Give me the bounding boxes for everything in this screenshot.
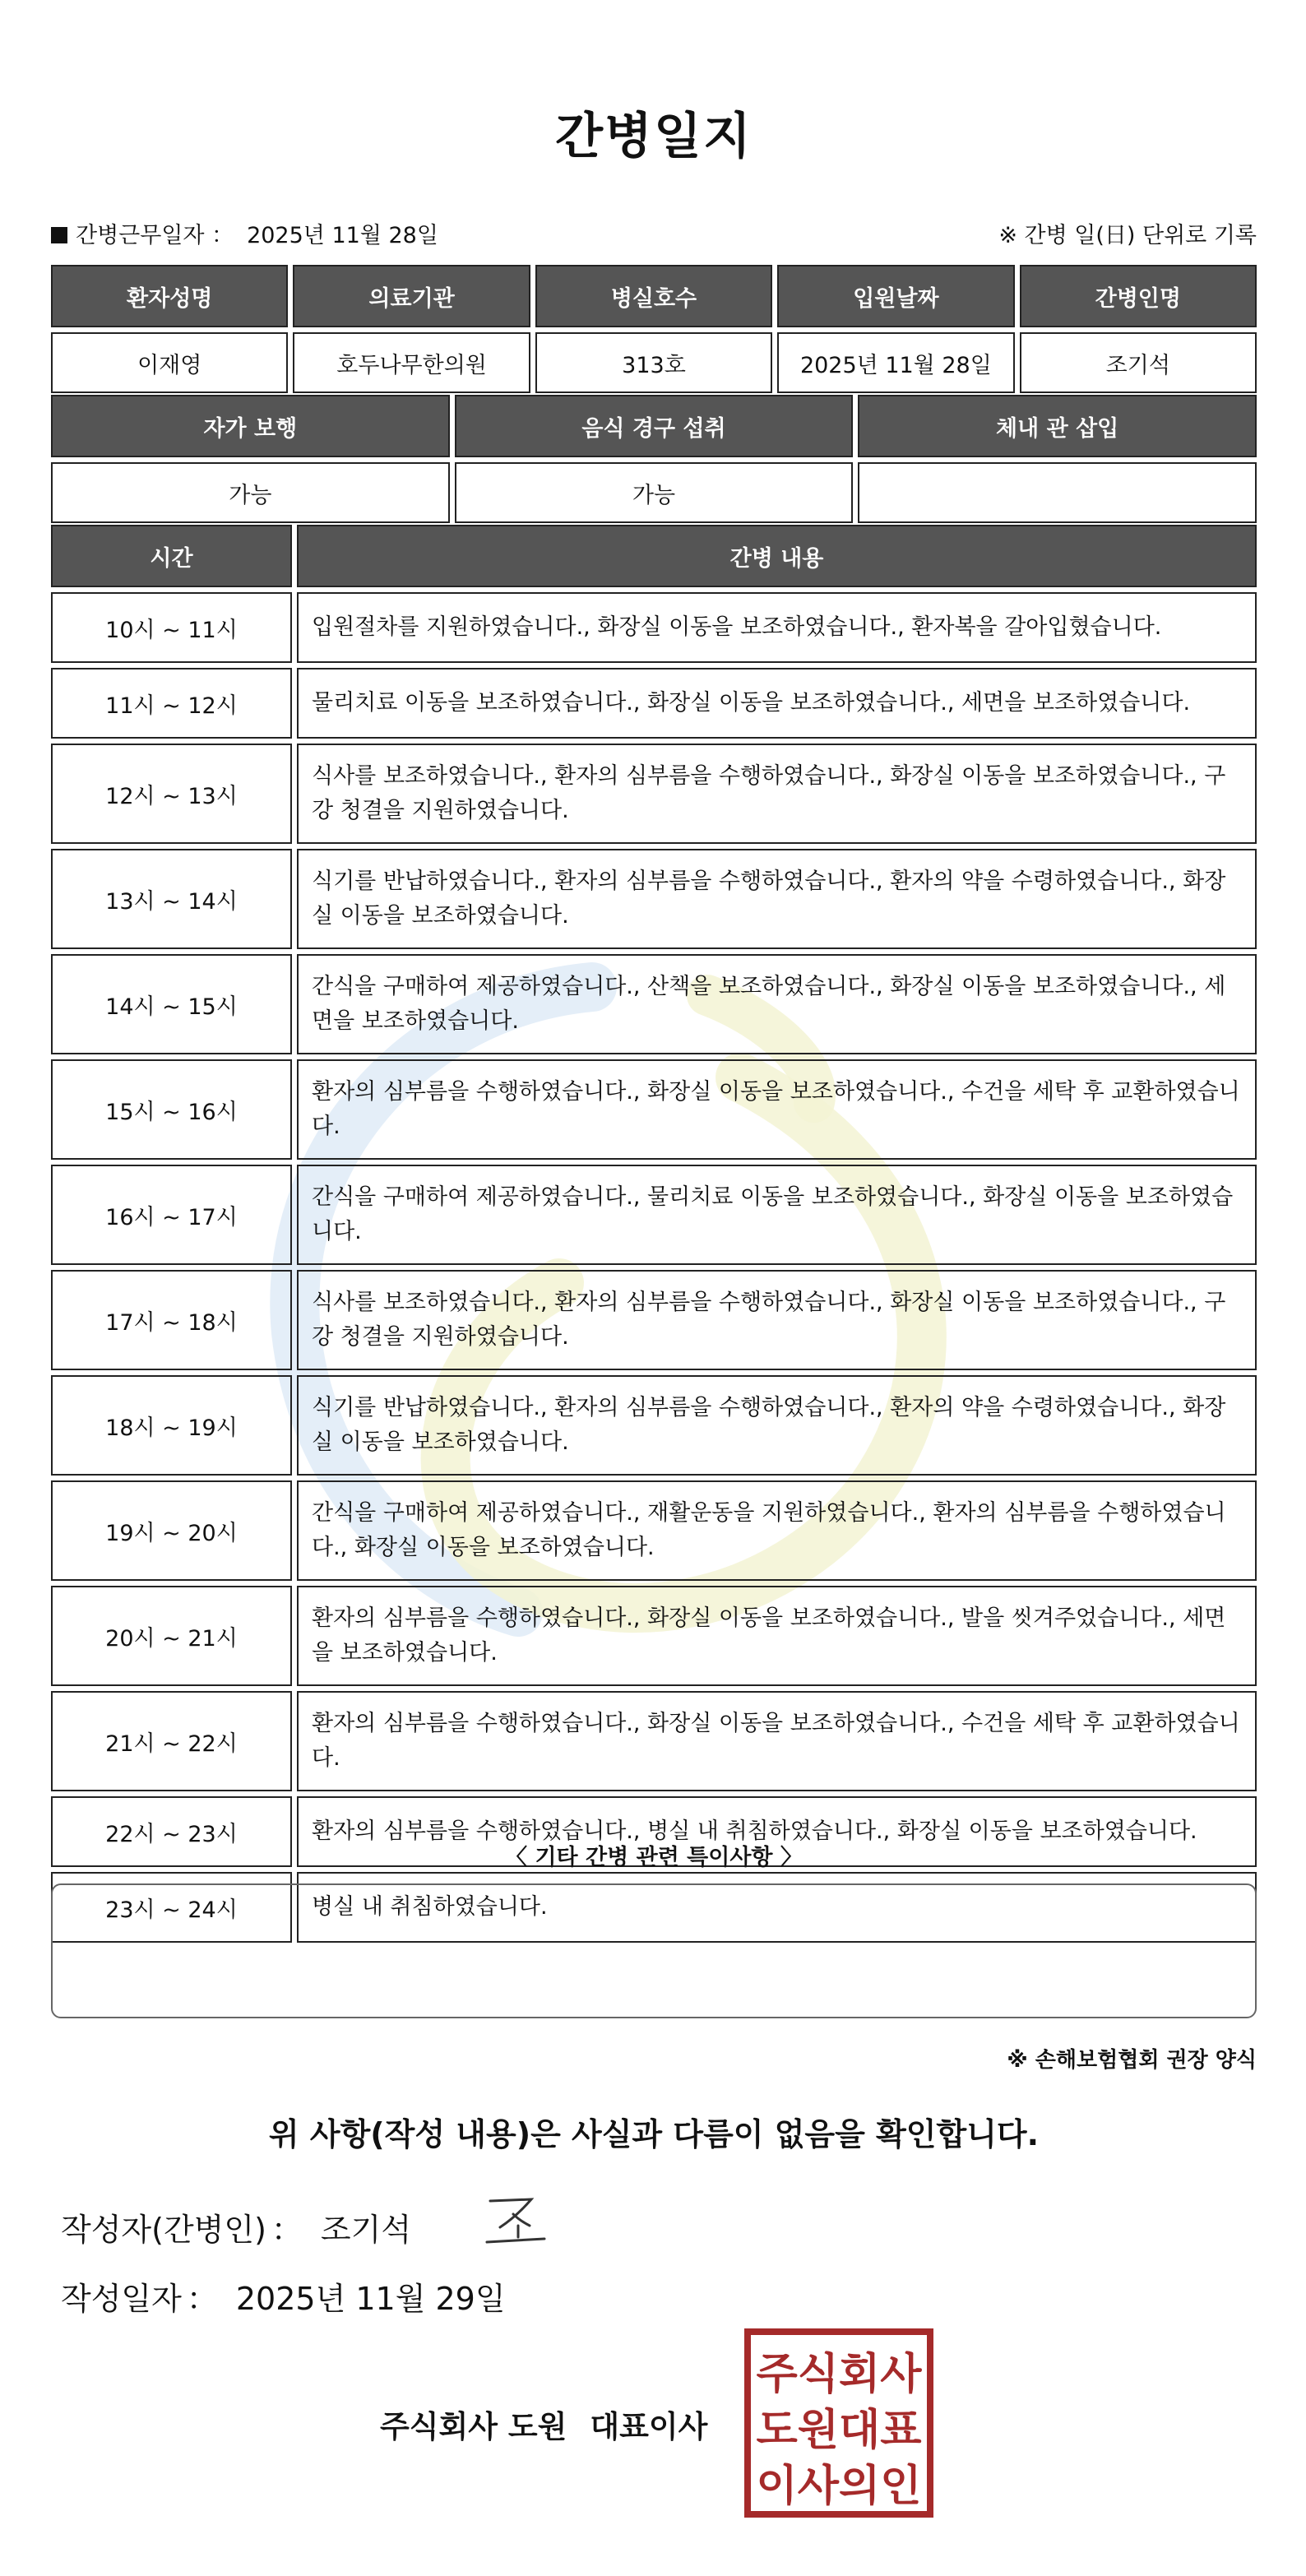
- written-date-value: 2025년 11월 29일: [235, 2281, 506, 2317]
- special-notes-label: 〈 기타 간병 관련 특이사항 〉: [505, 1845, 803, 1870]
- row-content: 병실 내 취침하였습니다.: [297, 1872, 1257, 1943]
- row-content: 물리치료 이동을 보조하였습니다., 화장실 이동을 보조하였습니다., 세면을 보조하였습니다.: [297, 668, 1257, 739]
- row-content: 식사를 보조하였습니다., 환자의 심부름을 수행하였습니다., 화장실 이동을 보조하였습니다., 구강 청결을 지원하였습니다.: [297, 1270, 1257, 1370]
- black-square-icon: [51, 227, 67, 243]
- writer-separator: ：: [271, 2212, 303, 2248]
- tube-insertion-value: [858, 462, 1257, 523]
- self-walking-value: 가능: [51, 462, 450, 523]
- care-log-table: [46, 520, 1262, 1948]
- patient-info-header-row: [51, 265, 1257, 327]
- table-row: [51, 1270, 1257, 1370]
- row-time: 21시 ~ 22시: [51, 1691, 292, 1791]
- row-content: 식기를 반납하였습니다., 환자의 심부름을 수행하였습니다., 환자의 약을 수령하였습니다., 화장실 이동을 보조하였습니다.: [297, 849, 1257, 949]
- table-row: [51, 1165, 1257, 1265]
- row-time: 15시 ~ 16시: [51, 1059, 292, 1160]
- table-row: [51, 1375, 1257, 1476]
- row-content: 간식을 구매하여 제공하였습니다., 재활운동을 지원하였습니다., 환자의 심부름을 수행하였습니다., 화장실 이동을 보조하였습니다.: [297, 1480, 1257, 1581]
- row-time: 10시 ~ 11시: [51, 592, 292, 663]
- row-time: 14시 ~ 15시: [51, 954, 292, 1054]
- written-date-separator: ：: [186, 2281, 218, 2317]
- row-time: 18시 ~ 19시: [51, 1375, 292, 1476]
- admission-date: 2025년 11월 28일: [777, 332, 1014, 393]
- company-name: 주식회사 도원: [380, 2409, 567, 2444]
- care-date-row: [51, 217, 1257, 250]
- handwritten-signature: [472, 2189, 563, 2255]
- header-caregiver-name: 간병인명: [1020, 265, 1257, 327]
- room-number: 313호: [535, 332, 772, 393]
- row-time: 12시 ~ 13시: [51, 744, 292, 844]
- table-row: [51, 1691, 1257, 1791]
- row-content: 식사를 보조하였습니다., 환자의 심부름을 수행하였습니다., 화장실 이동을 보조하였습니다., 구강 청결을 지원하였습니다.: [297, 744, 1257, 844]
- table-row: [51, 744, 1257, 844]
- row-time: 16시 ~ 17시: [51, 1165, 292, 1265]
- row-time: 20시 ~ 21시: [51, 1586, 292, 1686]
- row-time: 22시 ~ 23시: [51, 1796, 292, 1867]
- svg-text:주식회사: 주식회사: [756, 2350, 922, 2399]
- header-hospital: 의료기관: [293, 265, 530, 327]
- patient-status-header-row: [51, 395, 1257, 457]
- table-row: [51, 592, 1257, 663]
- patient-name: 이재영: [51, 332, 288, 393]
- company-role: 대표이사: [590, 2409, 708, 2444]
- header-self-walking: 자가 보행: [51, 395, 450, 457]
- care-date: [51, 217, 438, 249]
- writer-line: [61, 2204, 411, 2249]
- row-content: 환자의 심부름을 수행하였습니다., 화장실 이동을 보조하였습니다., 수건을 세탁 후 교환하였습니다.: [297, 1059, 1257, 1160]
- row-time: 23시 ~ 24시: [51, 1872, 292, 1943]
- care-date-label: 간병근무일자 ：: [76, 223, 234, 248]
- header-admission-date: 입원날짜: [777, 265, 1014, 327]
- table-row: [51, 849, 1257, 949]
- row-content: 간식을 구매하여 제공하였습니다., 물리치료 이동을 보조하였습니다., 화장실 이동을 보조하였습니다.: [297, 1165, 1257, 1265]
- writer-name: 조기석: [320, 2212, 412, 2248]
- header-care-content: 간병 내용: [297, 525, 1257, 587]
- svg-text:이사의인: 이사의인: [756, 2462, 922, 2511]
- patient-status-table: [46, 390, 1262, 528]
- row-time: 11시 ~ 12시: [51, 668, 292, 739]
- header-patient-name: 환자성명: [51, 265, 288, 327]
- care-date-value: 2025년 11월 28일: [247, 223, 438, 248]
- row-content: 환자의 심부름을 수행하였습니다., 병실 내 취침하였습니다., 화장실 이동을 보조하였습니다.: [297, 1796, 1257, 1867]
- row-time: 19시 ~ 20시: [51, 1480, 292, 1581]
- row-content: 식기를 반납하였습니다., 환자의 심부름을 수행하였습니다., 환자의 약을 수령하였습니다., 화장실 이동을 보조하였습니다.: [297, 1375, 1257, 1476]
- caregiver-name: 조기석: [1020, 332, 1257, 393]
- written-date-label: 작성일자: [61, 2281, 182, 2317]
- table-row: [51, 1480, 1257, 1581]
- row-content: 환자의 심부름을 수행하였습니다., 화장실 이동을 보조하였습니다., 발을 씻겨주었습니다., 세면을 보조하였습니다.: [297, 1586, 1257, 1686]
- patient-info-table: [46, 260, 1262, 398]
- patient-status-value-row: [51, 462, 1257, 523]
- header-oral-intake: 음식 경구 섭취: [455, 395, 854, 457]
- header-tube-insertion: 체내 관 삽입: [858, 395, 1257, 457]
- table-row: [51, 1586, 1257, 1686]
- header-time: 시간: [51, 525, 292, 587]
- row-time: 17시 ~ 18시: [51, 1270, 292, 1370]
- page-title: 간병일지: [555, 108, 753, 165]
- svg-text:도원대표: 도원대표: [756, 2406, 922, 2455]
- hospital-name: 호두나무한의원: [293, 332, 530, 393]
- table-row: [51, 668, 1257, 739]
- written-date-line: [61, 2273, 506, 2319]
- row-content: 환자의 심부름을 수행하였습니다., 화장실 이동을 보조하였습니다., 수건을 세탁 후 교환하였습니다.: [297, 1691, 1257, 1791]
- row-time: 13시 ~ 14시: [51, 849, 292, 949]
- form-origin-note: ※ 손해보험협회 권장 양식: [1007, 2048, 1257, 2073]
- confirmation-statement: 위 사항(작성 내용)은 사실과 다름이 없음을 확인합니다.: [268, 2116, 1040, 2152]
- company-seal-stamp: [743, 2328, 934, 2518]
- patient-info-value-row: [51, 332, 1257, 393]
- oral-intake-value: 가능: [455, 462, 854, 523]
- header-room-number: 병실호수: [535, 265, 772, 327]
- table-row: [51, 954, 1257, 1054]
- writer-label: 작성자(간병인): [61, 2212, 266, 2248]
- special-notes-box: [51, 1883, 1257, 2018]
- company-signatory: [380, 2402, 707, 2446]
- row-content: 입원절차를 지원하였습니다., 화장실 이동을 보조하였습니다., 환자복을 갈아입혔습니다.: [297, 592, 1257, 663]
- row-content: 간식을 구매하여 제공하였습니다., 산책을 보조하였습니다., 화장실 이동을 보조하였습니다., 세면을 보조하였습니다.: [297, 954, 1257, 1054]
- record-unit-note: ※ 간병 일(日) 단위로 기록: [998, 223, 1257, 248]
- care-log-header-row: [51, 525, 1257, 587]
- table-row: [51, 1059, 1257, 1160]
